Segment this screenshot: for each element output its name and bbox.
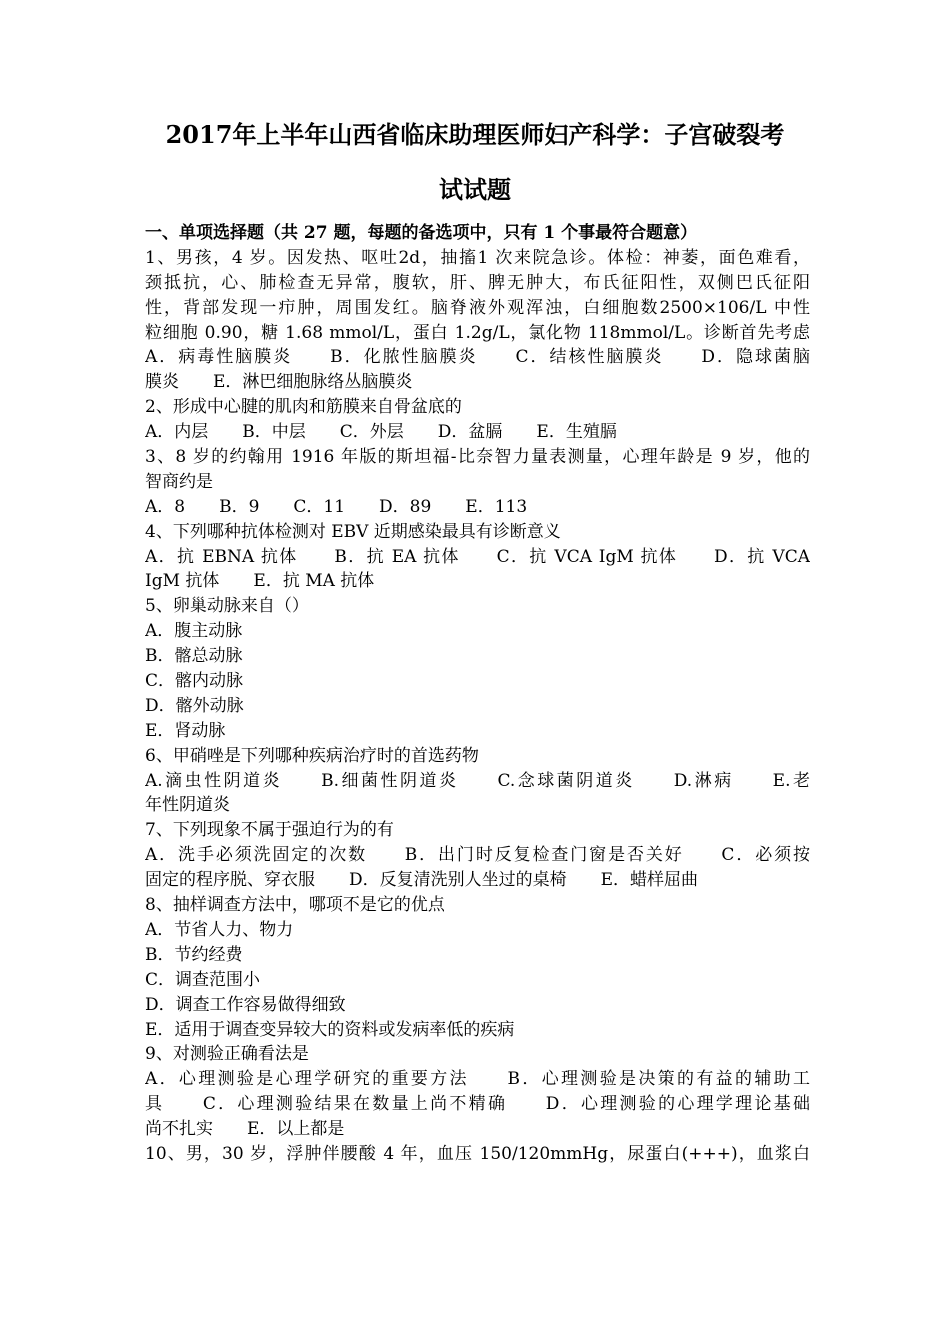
document-title-line-1: 2017年上半年山西省临床助理医师妇产科学：子宫破裂考 xyxy=(165,120,785,149)
document-title-line-2: 试试题 xyxy=(439,175,511,204)
question-8-option-e: E．适用于调查变异较大的资料或发病率低的疾病 xyxy=(145,1019,515,1040)
question-1-line-1: 1、男孩，4 岁。因发热、呕吐2d，抽搐1 次来院急诊。体检：神萎，面色难看， xyxy=(145,247,810,268)
question-9-stem: 9、对测验正确看法是 xyxy=(145,1044,309,1065)
question-6-options-line-1: A.滴虫性阴道炎 B.细菌性阴道炎 C.念球菌阴道炎 D.淋病 E.老 xyxy=(145,770,810,791)
question-7-options-line-2: 固定的程序脱、穿衣服 D．反复清洗别人坐过的桌椅 E．蜡样屈曲 xyxy=(145,870,699,891)
question-1-options-line-1: A．病毒性脑膜炎 B．化脓性脑膜炎 C．结核性脑膜炎 D．隐球菌脑 xyxy=(145,347,810,368)
question-3-line-2: 智商约是 xyxy=(145,471,213,492)
question-4-stem: 4、下列哪种抗体检测对 EBV 近期感染最具有诊断意义 xyxy=(145,521,561,542)
question-7-stem: 7、下列现象不属于强迫行为的有 xyxy=(145,820,394,841)
question-5-option-e: E．肾动脉 xyxy=(145,720,226,741)
question-2-stem: 2、形成中心腱的肌肉和筋膜来自骨盆底的 xyxy=(145,397,462,418)
question-1-line-4: 粒细胞 0.90，糖 1.68 mmol/L，蛋白 1.2g/L，氯化物 118mmol/L。诊断首先考虑 xyxy=(145,322,810,343)
question-9-options-line-3: 尚不扎实 E．以上都是 xyxy=(145,1119,345,1140)
question-1-line-2: 颈抵抗，心、肺检查无异常，腹软，肝、脾无肿大，布氏征阳性，双侧巴氏征阳 xyxy=(145,272,810,293)
question-9-options-line-1: A．心理测验是心理学研究的重要方法 B．心理测验是决策的有益的辅助工 xyxy=(145,1069,810,1090)
question-5-option-c: C．髂内动脉 xyxy=(145,671,244,692)
question-8-stem: 8、抽样调查方法中，哪项不是它的优点 xyxy=(145,895,445,916)
question-4-options-line-1: A．抗 EBNA 抗体 B．抗 EA 抗体 C．抗 VCA IgM 抗体 D．抗 VCA xyxy=(145,546,810,567)
question-10-line-1: 10、男，30 岁，浮肿伴腰酸 4 年，血压 150/120mmHg，尿蛋白(+++)，血浆白 xyxy=(145,1143,810,1164)
question-8-option-d: D．调查工作容易做得细致 xyxy=(145,994,346,1015)
question-4-options-line-2: IgM 抗体 E．抗 MA 抗体 xyxy=(145,571,375,592)
question-8-option-a: A．节省人力、物力 xyxy=(145,919,294,940)
section-heading: 一、单项选择题（共 27 题，每题的备选项中，只有 1 个事最符合题意） xyxy=(145,223,698,243)
question-1-line-3: 性，背部发现一疖肿，周围发红。脑脊液外观浑浊，白细胞数2500×106/L 中性 xyxy=(145,297,810,318)
question-7-options-line-1: A．洗手必须洗固定的次数 B．出门时反复检查门窗是否关好 C．必须按 xyxy=(145,845,810,866)
document-body xyxy=(145,221,810,1167)
question-1-options-line-2: 膜炎 E．淋巴细胞脉络丛脑膜炎 xyxy=(145,372,413,393)
question-9-options-line-2: 具 C．心理测验结果在数量上尚不精确 D．心理测验的心理学理论基础 xyxy=(145,1094,810,1115)
question-2-options: A．内层 B．中层 C．外层 D．盆膈 E．生殖膈 xyxy=(145,422,617,443)
question-5-option-b: B．髂总动脉 xyxy=(145,646,243,667)
question-5-option-d: D．髂外动脉 xyxy=(145,695,244,716)
question-8-option-c: C．调查范围小 xyxy=(145,969,261,990)
question-3-line-1: 3、8 岁的约翰用 1916 年版的斯坦福-比奈智力量表测量，心理年龄是 9 岁，他的 xyxy=(145,447,810,468)
question-6-stem: 6、甲硝唑是下列哪种疾病治疗时的首选药物 xyxy=(145,745,479,766)
question-5-stem: 5、卵巢动脉来自（） xyxy=(145,596,309,617)
question-5-option-a: A．腹主动脉 xyxy=(145,621,243,642)
question-6-options-line-2: 年性阴道炎 xyxy=(145,795,230,816)
question-8-option-b: B．节约经费 xyxy=(145,944,243,965)
question-3-options: A．8 B．9 C．11 D．89 E．113 xyxy=(145,496,528,517)
